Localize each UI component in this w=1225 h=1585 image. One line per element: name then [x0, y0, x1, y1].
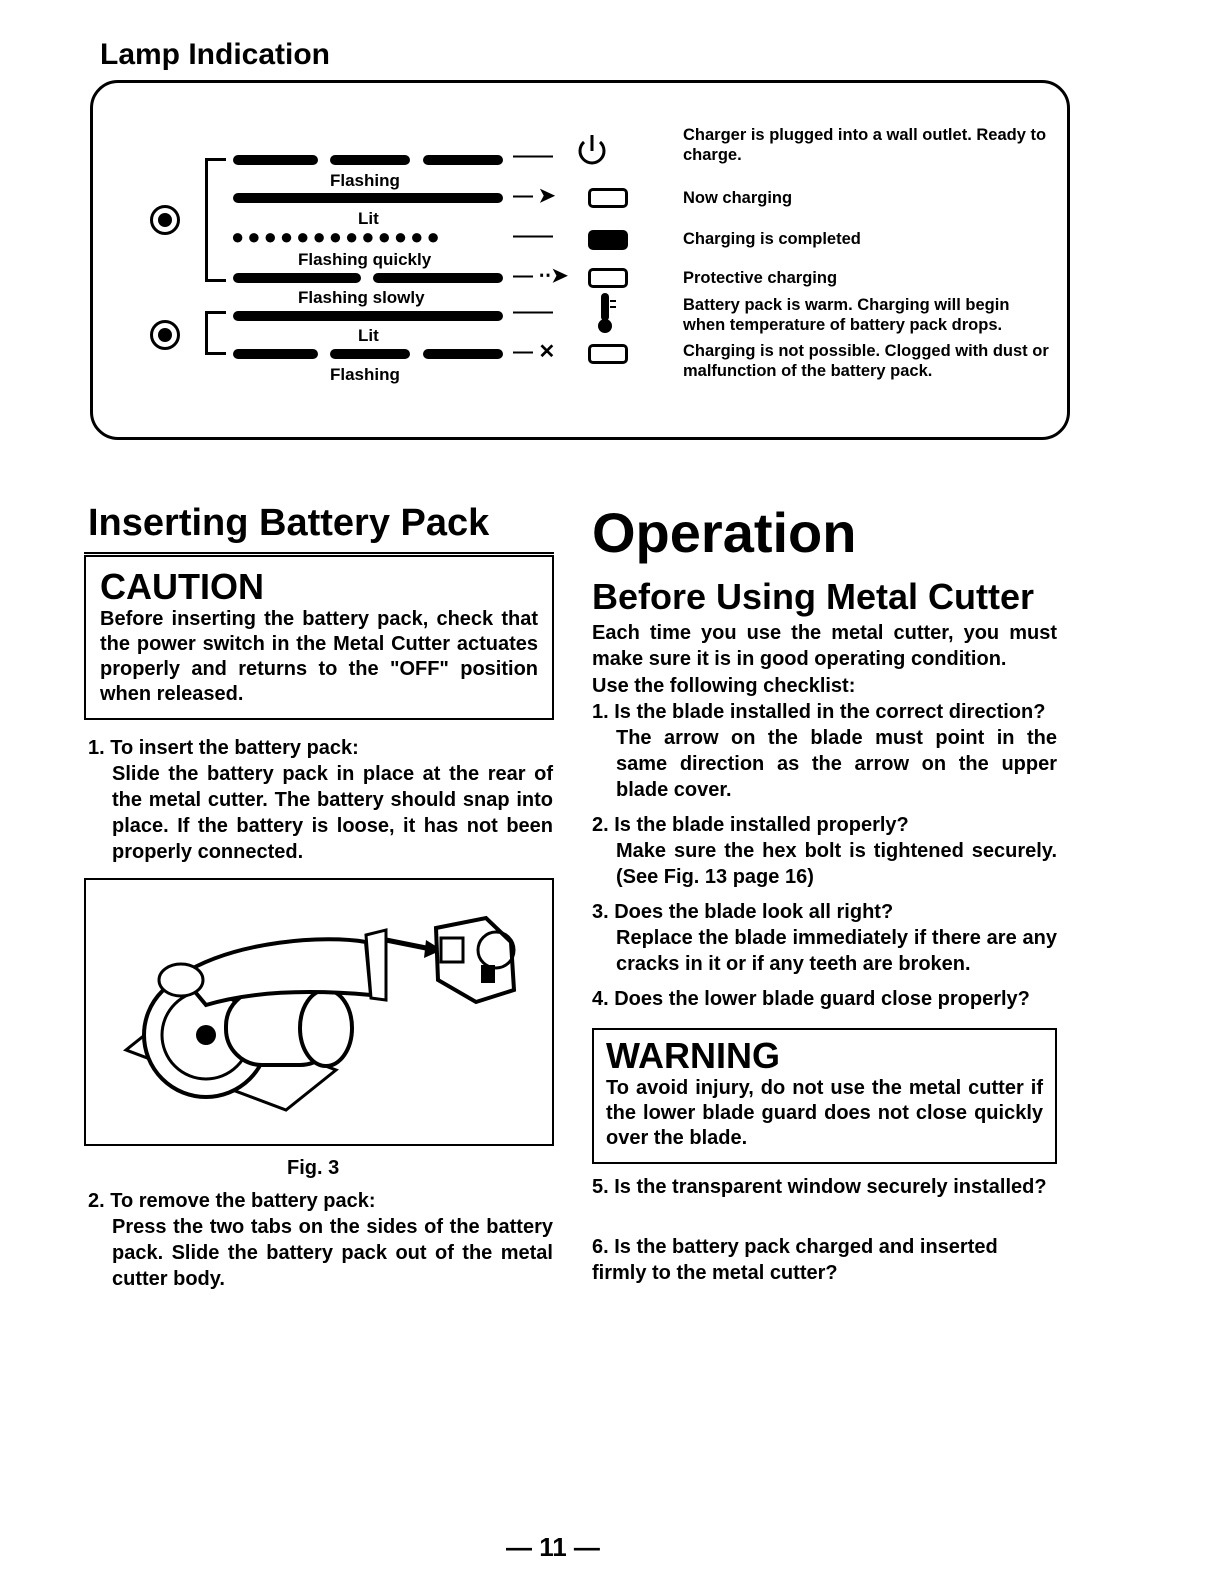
lamp-description: Charger is plugged into a wall outlet. Ready to charge. — [683, 126, 1047, 164]
figure-caption: Fig. 3 — [287, 1157, 340, 1179]
full-battery-icon — [588, 230, 628, 250]
protective-charging-battery-icon — [588, 268, 628, 288]
checklist-question: 3. Does the blade look all right? — [592, 901, 894, 923]
flash-segment — [233, 349, 318, 359]
remove-step — [88, 1188, 553, 1292]
checklist-answer: Make sure the hex bolt is tightened securely. (See Fig. 13 page 16) — [616, 840, 1057, 888]
checklist-answer: The arrow on the blade must point in the same direction as the arrow on the upper blade cover. — [616, 727, 1057, 801]
checklist-item — [592, 812, 1057, 890]
step-label: 1. To insert the battery pack: — [88, 737, 359, 759]
checklist-question: 1. Is the blade installed in the correct direction? — [592, 701, 1046, 723]
checklist-question: 5. Is the transparent window securely installed? — [592, 1176, 1047, 1198]
checklist-item — [592, 1234, 1057, 1286]
flash-segment — [330, 349, 410, 359]
checklist-item — [592, 699, 1057, 803]
warning-title: WARNING — [606, 1035, 780, 1076]
checklist-item — [592, 986, 1057, 1012]
flash-segment — [330, 155, 410, 165]
checklist-question: 4. Does the lower blade guard close properly? — [592, 988, 1030, 1010]
checklist-question: 2. Is the blade installed properly? — [592, 814, 909, 836]
caution-title: CAUTION — [100, 566, 264, 607]
insert-step — [88, 735, 553, 865]
page-number: — 11 — — [506, 1532, 600, 1562]
metal-cutter-illustration — [86, 880, 552, 1144]
flash-segment — [423, 155, 503, 165]
error-battery-icon — [588, 344, 628, 364]
flash-segment — [423, 349, 503, 359]
step-text: Press the two tabs on the sides of the battery pack. Slide the battery pack out of the metal cutter body. — [112, 1216, 553, 1290]
warning-box — [592, 1028, 1057, 1164]
step-label: 2. To remove the battery pack: — [88, 1190, 376, 1212]
warning-text: To avoid injury, do not use the metal cutter if the lower blade guard does not close quickly over the blade. — [606, 1077, 1043, 1149]
checklist-answer: Replace the blade immediately if there are any cracks in it or if any teeth are broken. — [616, 927, 1057, 975]
caution-box — [84, 555, 554, 720]
lamp-indication-panel: —— Flashing — ➤ Lit ●●●●●●●●●●●●● —— Flashing quickly — ⋅⋅➤ Flashing slowly —— Lit — ✕ Flashing Charger is plugged into a wall outlet. Ready to charge. Now charging Charging is completed Protective charging Battery pack is warm. Charging will begin when temperature of battery pack drops. Charging is not possible. Clogged with dust or malfunction of the battery pack. — [90, 80, 1070, 440]
operation-intro: Each time you use the metal cutter, you must make sure it is in good operating condition. — [592, 622, 1057, 670]
lit-bar — [233, 311, 503, 321]
flash-segment — [233, 155, 318, 165]
figure-3-box — [84, 878, 554, 1146]
lamp-group-bracket-1 — [205, 158, 226, 282]
pattern-label: Lit — [358, 326, 379, 345]
lit-bar — [233, 193, 503, 203]
flashing-quickly-dots: ●●●●●●●●●●●●● — [231, 224, 443, 249]
lamp-description: Protective charging — [683, 269, 838, 287]
step-text: Slide the battery pack in place at the rear of the metal cutter. The battery should snap into place. If the battery is loose, it has not been properly connected. — [112, 763, 553, 863]
caution-text: Before inserting the battery pack, check that the power switch in the Metal Cutter actuates properly and returns to the "OFF" position when released. — [100, 608, 538, 705]
operation-title: Operation — [592, 501, 857, 564]
charging-battery-icon — [588, 188, 628, 208]
charge-lamp-icon — [150, 205, 180, 235]
before-using-title: Before Using Metal Cutter — [592, 576, 1035, 617]
inserting-battery-title: Inserting Battery Pack — [88, 502, 490, 544]
lamp-description: Battery pack is warm. Charging will begin when temperature of battery pack drops. — [683, 296, 1010, 334]
title-rule — [84, 552, 554, 554]
lamp-group-bracket-2 — [205, 311, 226, 355]
pattern-label: Flashing — [330, 171, 400, 190]
power-icon — [575, 133, 609, 169]
lamp-description: Now charging — [683, 189, 793, 207]
checklist-item — [592, 899, 1057, 977]
lamp-indication-title: Lamp Indication — [100, 38, 331, 71]
slow-flash-segment — [373, 273, 503, 283]
checklist-question: 6. Is the battery pack charged and inserted firmly to the metal cutter? — [592, 1236, 998, 1284]
pattern-label: Flashing quickly — [298, 250, 432, 269]
lamp-description: Charging is not possible. Clogged with dust or malfunction of the battery pack. — [683, 342, 1049, 380]
pattern-label: Flashing — [330, 365, 400, 384]
warning-lamp-icon — [150, 320, 180, 350]
operation-intro-checklist: Use the following checklist: — [592, 675, 856, 697]
checklist-item — [592, 1174, 1057, 1200]
thermometer-icon — [593, 291, 617, 335]
pattern-label: Lit — [358, 209, 379, 228]
pattern-label: Flashing slowly — [298, 288, 425, 307]
lamp-description: Charging is completed — [683, 230, 861, 248]
slow-flash-segment — [233, 273, 361, 283]
